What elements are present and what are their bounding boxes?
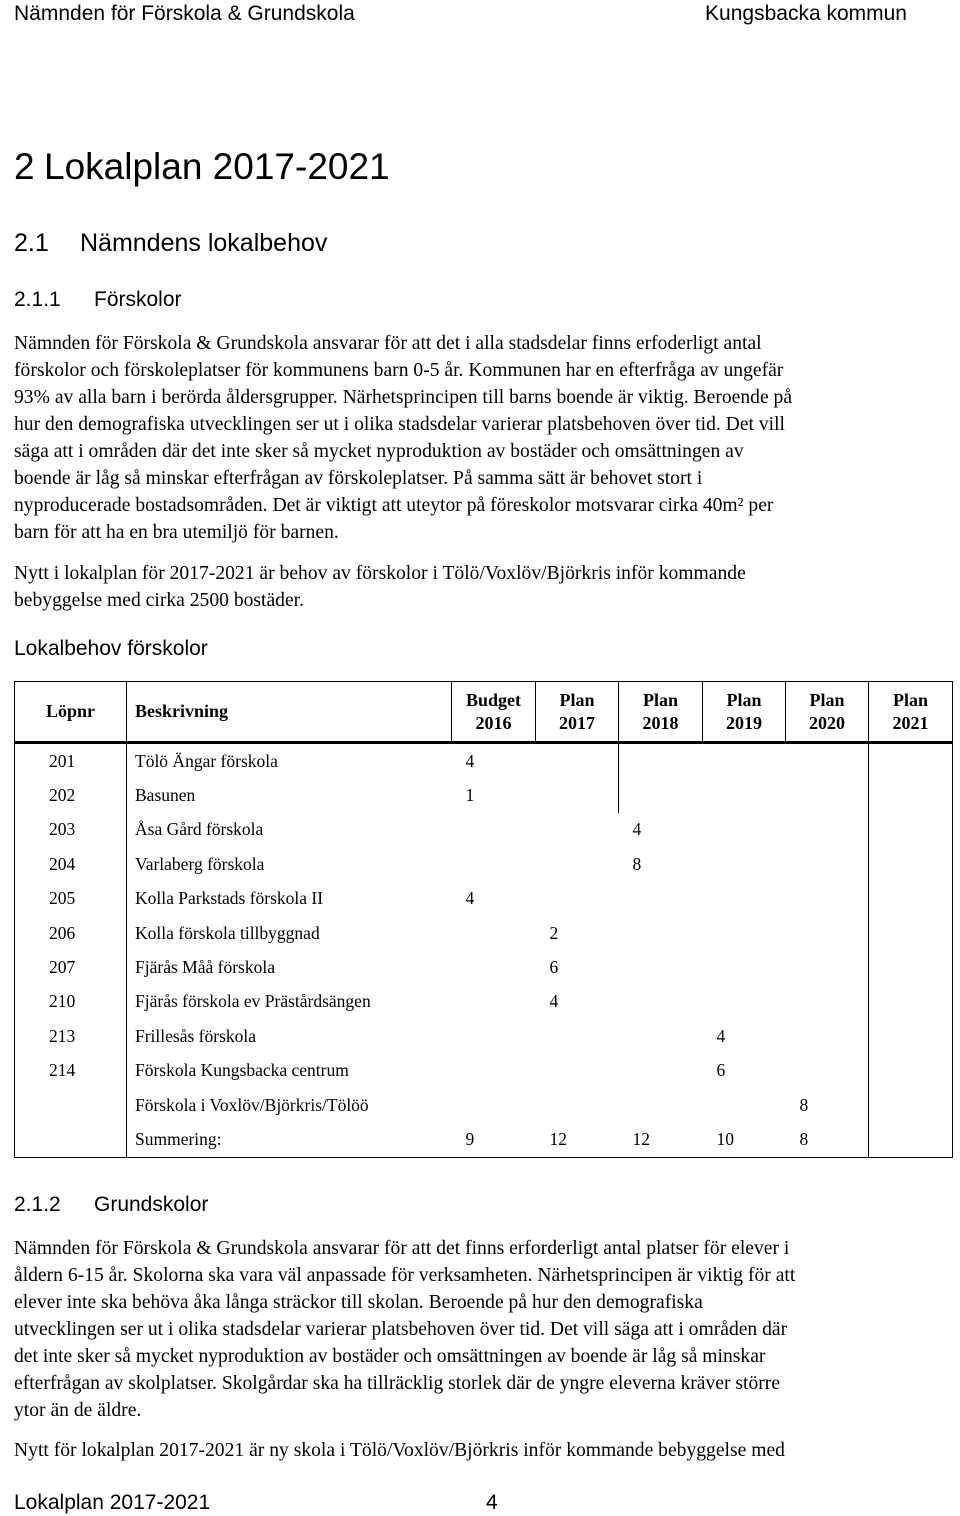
column-header-label: Plan	[559, 689, 595, 710]
cell-plan-2018	[619, 1054, 703, 1088]
cell-plan-2021	[869, 985, 953, 1019]
cell-plan-2017	[536, 882, 619, 916]
cell-plan-2020	[786, 985, 869, 1019]
cell-lopnr: 202	[15, 778, 127, 812]
cell-plan-2018	[619, 778, 703, 812]
cell-beskrivning: Fjärås Måå förskola	[127, 950, 452, 984]
cell-beskrivning: Åsa Gård förskola	[127, 813, 452, 847]
footer-document-title: Lokalplan 2017-2021	[14, 1491, 211, 1514]
cell-plan-2019	[703, 813, 786, 847]
table-row	[15, 916, 953, 950]
cell-budget-2016	[452, 1088, 536, 1122]
cell-lopnr: 210	[15, 985, 127, 1019]
paragraph-line: Nämnden för Förskola & Grundskola ansvarar för att det i alla stadsdelar finns erfoderligt antal	[14, 333, 762, 354]
cell-lopnr: 203	[15, 813, 127, 847]
column-header-label: Plan	[892, 689, 928, 710]
cell-lopnr	[15, 1122, 127, 1157]
paragraph-line: efterfrågan av skolplatser. Skolgårdar ska ha tillräcklig storlek där de yngre eleverna kräver större	[14, 1373, 781, 1394]
cell-plan-2018	[619, 1019, 703, 1053]
paragraph-grundskolor-intro	[14, 1235, 958, 1424]
paragraph-line: nyproducerade bostadsområden. Det är viktigt att uteytor på föreskolor motsvarar cirka 40m² per	[14, 495, 774, 516]
cell-budget-2016	[452, 916, 536, 950]
table-row	[15, 1122, 953, 1157]
table-row	[15, 847, 953, 881]
cell-lopnr: 201	[15, 743, 127, 779]
footer-page-number: 4	[486, 1491, 498, 1514]
column-header-year: 2016	[475, 712, 512, 733]
column-header-plan-2020	[786, 682, 869, 743]
cell-plan-2019	[703, 882, 786, 916]
table-caption: Lokalbehov förskolor	[14, 637, 208, 660]
cell-plan-2018	[619, 916, 703, 950]
heading-subsection-number: 2.1.2	[14, 1193, 61, 1216]
cell-plan-2020	[786, 743, 869, 779]
cell-lopnr	[15, 1088, 127, 1122]
heading-subsection-title: Förskolor	[94, 288, 182, 311]
cell-plan-2019: 6	[716, 1060, 726, 1081]
table-row	[15, 950, 953, 984]
cell-plan-2019	[703, 847, 786, 881]
paragraph-line: ytor än de äldre.	[14, 1400, 142, 1421]
paragraph-line: åldern 6-15 år. Skolorna ska vara väl anpassade för verksamheten. Närhetsprincipen är viktig för att	[14, 1265, 796, 1286]
table-row	[15, 1054, 953, 1088]
cell-beskrivning: Varlaberg förskola	[127, 847, 452, 881]
cell-plan-2017	[536, 813, 619, 847]
cell-budget-2016: 4	[465, 888, 475, 909]
cell-lopnr: 207	[15, 950, 127, 984]
cell-lopnr: 214	[15, 1054, 127, 1088]
cell-lopnr: 206	[15, 916, 127, 950]
cell-beskrivning: Förskola Kungsbacka centrum	[127, 1054, 452, 1088]
cell-plan-2018	[619, 743, 703, 779]
column-header-lopnr: Löpnr	[15, 682, 127, 743]
paragraph-line: Nämnden för Förskola & Grundskola ansvarar för att det finns erforderligt antal platser för elever i	[14, 1238, 790, 1259]
paragraph-line: Nytt i lokalplan för 2017-2021 är behov av förskolor i Tölö/Voxlöv/Björkris inför kommande	[14, 563, 746, 584]
cell-plan-2019	[703, 778, 786, 812]
cell-beskrivning: Basunen	[127, 778, 452, 812]
cell-plan-2021	[869, 1054, 953, 1088]
cell-plan-2020	[786, 1054, 869, 1088]
cell-plan-2017: 6	[549, 957, 559, 978]
table-row	[15, 985, 953, 1019]
table-row	[15, 778, 953, 812]
column-header-plan-2018	[619, 682, 703, 743]
cell-plan-2020	[786, 950, 869, 984]
cell-plan-2020	[786, 1019, 869, 1053]
cell-beskrivning: Kolla förskola tillbyggnad	[127, 916, 452, 950]
cell-summary-label: Summering:	[127, 1122, 452, 1157]
cell-lopnr: 213	[15, 1019, 127, 1053]
column-header-year: 2020	[809, 712, 845, 733]
cell-plan-2018	[619, 1088, 703, 1122]
paragraph-line: bebyggelse med cirka 2500 bostäder.	[14, 590, 305, 611]
cell-plan-2018	[619, 950, 703, 984]
heading-chapter-number: 2	[14, 146, 35, 187]
column-header-beskrivning: Beskrivning	[127, 682, 452, 743]
column-header-year: 2021	[892, 712, 929, 733]
paragraph-line: utvecklingen ser ut i olika stadsdelar varierar platsbehoven över tid. Det vill säga att i områden där	[14, 1319, 788, 1340]
cell-budget-2016	[452, 950, 536, 984]
cell-plan-2020	[786, 813, 869, 847]
cell-plan-2021	[869, 950, 953, 984]
heading-chapter	[14, 146, 390, 188]
table-row	[15, 813, 953, 847]
cell-budget-2016: 9	[452, 1122, 536, 1157]
column-header-year: 2018	[642, 712, 679, 733]
cell-plan-2021	[869, 847, 953, 881]
cell-budget-2016	[452, 1019, 536, 1053]
cell-plan-2017	[536, 1019, 619, 1053]
paragraph-grundskolor-new	[14, 1437, 958, 1464]
cell-plan-2020	[786, 916, 869, 950]
table-row	[15, 743, 953, 779]
cell-plan-2021	[869, 1019, 953, 1053]
cell-plan-2021	[869, 916, 953, 950]
cell-plan-2017	[536, 1088, 619, 1122]
cell-beskrivning: Tölö Ängar förskola	[127, 743, 452, 779]
cell-budget-2016: 4	[465, 750, 475, 771]
cell-plan-2020	[786, 847, 869, 881]
column-header-label: Plan	[726, 689, 762, 710]
cell-lopnr: 204	[15, 847, 127, 881]
column-header-label: Budget	[465, 689, 521, 710]
header-municipality: Kungsbacka kommun	[705, 2, 907, 25]
cell-plan-2019	[703, 743, 786, 779]
column-header-plan-2017	[536, 682, 619, 743]
column-header-plan-2019	[703, 682, 786, 743]
cell-plan-2017: 12	[536, 1122, 619, 1157]
cell-budget-2016	[452, 813, 536, 847]
cell-plan-2019	[703, 950, 786, 984]
heading-subsection-grundskolor	[14, 1193, 208, 1217]
cell-budget-2016	[452, 847, 536, 881]
cell-plan-2018	[619, 985, 703, 1019]
paragraph-line: boende är låg så minskar efterfrågan av förskoleplatser. På samma sätt är behovet stort i	[14, 468, 703, 489]
cell-plan-2018: 8	[632, 853, 642, 874]
paragraph-line: förskolor och förskoleplatser för kommunens barn 0-5 år. Kommunen har en efterfråga av ungefär	[14, 360, 784, 381]
cell-plan-2018: 12	[619, 1122, 703, 1157]
column-header-year: 2019	[726, 712, 762, 733]
header-organization: Nämnden för Förskola & Grundskola	[14, 2, 355, 25]
cell-plan-2020: 8	[799, 1094, 809, 1115]
cell-plan-2018	[619, 882, 703, 916]
cell-plan-2020	[786, 882, 869, 916]
cell-plan-2017: 4	[549, 991, 559, 1012]
heading-subsection-number: 2.1.1	[14, 288, 61, 311]
heading-subsection-forskolor	[14, 288, 182, 312]
cell-beskrivning: Frillesås förskola	[127, 1019, 452, 1053]
cell-plan-2019	[703, 916, 786, 950]
paragraph-line: hur den demografiska utvecklingen ser ut i olika stadsdelar varierar platsbehoven över tid. Det vill	[14, 414, 785, 435]
table-row	[15, 1088, 953, 1122]
cell-budget-2016: 1	[465, 785, 475, 806]
cell-plan-2021	[869, 1122, 953, 1157]
paragraph-line: det inte sker så mycket nyproduktion av bostäder och omsättningen av boende är låg så minskar	[14, 1346, 766, 1367]
cell-plan-2020	[786, 778, 869, 812]
cell-plan-2017	[536, 778, 619, 812]
cell-plan-2021	[869, 743, 953, 779]
cell-beskrivning: Förskola i Voxlöv/Björkris/Tölöö	[127, 1088, 452, 1122]
cell-plan-2017	[536, 1054, 619, 1088]
paragraph-forskolor-intro	[14, 330, 958, 546]
paragraph-line: barn för att ha en bra utemiljö för barnen.	[14, 522, 339, 543]
column-header-label: Plan	[809, 689, 845, 710]
paragraph-line: säga att i områden där det inte sker så mycket nyproduktion av bostäder och omsättningen av	[14, 441, 744, 462]
heading-chapter-title: Lokalplan 2017-2021	[44, 146, 390, 187]
heading-subsection-title: Grundskolor	[94, 1193, 209, 1216]
column-header-label: Plan	[642, 689, 678, 710]
cell-beskrivning: Kolla Parkstads förskola II	[127, 882, 452, 916]
cell-plan-2020: 8	[786, 1122, 869, 1157]
cell-budget-2016	[452, 1054, 536, 1088]
heading-section-number: 2.1	[14, 229, 49, 257]
cell-plan-2019	[703, 1088, 786, 1122]
cell-plan-2019	[703, 985, 786, 1019]
cell-budget-2016	[452, 985, 536, 1019]
heading-section	[14, 229, 327, 258]
table-header-row	[15, 682, 953, 743]
table-row	[15, 1019, 953, 1053]
column-header-year: 2017	[559, 712, 595, 733]
cell-plan-2017	[536, 743, 619, 779]
heading-section-title: Nämndens lokalbehov	[80, 229, 328, 257]
column-header-budget-2016	[452, 682, 536, 743]
cell-beskrivning: Fjärås förskola ev Prästårdsängen	[127, 985, 452, 1019]
cell-plan-2021	[869, 1088, 953, 1122]
cell-plan-2021	[869, 813, 953, 847]
lokalbehov-table	[14, 681, 953, 1158]
column-header-plan-2021	[869, 682, 953, 743]
cell-plan-2017: 2	[549, 922, 559, 943]
cell-lopnr: 205	[15, 882, 127, 916]
paragraph-line: 93% av alla barn i berörda åldersgrupper. Närhetsprincipen till barns boende är viktig. Beroende på	[14, 387, 793, 408]
cell-plan-2017	[536, 847, 619, 881]
cell-plan-2021	[869, 778, 953, 812]
paragraph-line: elever inte ska behöva åka långa sträckor till skolan. Beroende på hur den demografiska	[14, 1292, 703, 1313]
cell-plan-2018: 4	[632, 819, 642, 840]
cell-plan-2021	[869, 882, 953, 916]
table-row	[15, 882, 953, 916]
paragraph-forskolor-new	[14, 560, 958, 614]
paragraph-line: Nytt för lokalplan 2017-2021 är ny skola i Tölö/Voxlöv/Björkris inför kommande bebyggelse med	[14, 1440, 785, 1461]
cell-plan-2019: 10	[703, 1122, 786, 1157]
cell-plan-2019: 4	[716, 1025, 726, 1046]
